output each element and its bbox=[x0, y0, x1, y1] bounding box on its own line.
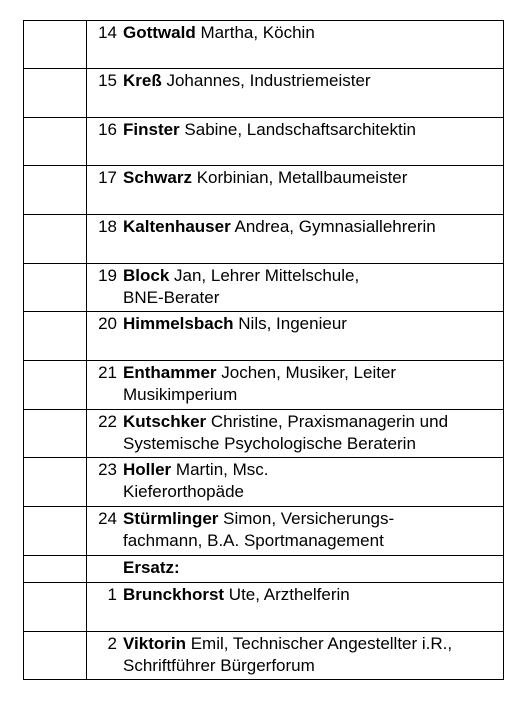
entry-surname: Himmelsbach bbox=[123, 314, 234, 333]
entry-details: Johannes, Industriemeister bbox=[161, 71, 371, 90]
table-row bbox=[24, 632, 504, 680]
entry-text bbox=[117, 167, 503, 189]
table-row bbox=[24, 312, 504, 361]
entry-details: Emil, Technischer Angestellter i.R., bbox=[185, 634, 453, 653]
entry-cell bbox=[87, 361, 504, 410]
entry-number: 20 bbox=[98, 314, 117, 333]
table-row bbox=[24, 215, 504, 264]
table-row-ersatz bbox=[24, 556, 504, 583]
entry-details-line2: BNE-Berater bbox=[123, 288, 220, 307]
entry-cell bbox=[87, 507, 504, 556]
entry-number: 2 bbox=[107, 634, 117, 653]
candidate-table-body bbox=[24, 21, 504, 680]
entry-details-line2: Musikimperium bbox=[123, 385, 238, 404]
entry-details: Jochen, Musiker, Leiter bbox=[216, 363, 397, 382]
candidate-table bbox=[23, 20, 504, 680]
entry-number: 19 bbox=[98, 266, 117, 285]
entry-cell bbox=[87, 583, 504, 632]
entry-number: 17 bbox=[98, 168, 117, 187]
blank-cell bbox=[24, 361, 87, 410]
table-row bbox=[24, 166, 504, 215]
entry-cell bbox=[87, 166, 504, 215]
entry-details-line2: Systemische Psychologische Beraterin bbox=[123, 434, 416, 453]
ersatz-cell bbox=[87, 556, 504, 583]
entry-cell bbox=[87, 21, 504, 69]
table-row bbox=[24, 361, 504, 410]
table-row bbox=[24, 21, 504, 69]
entry-text bbox=[117, 508, 503, 552]
entry-surname: Schwarz bbox=[123, 168, 192, 187]
table-row bbox=[24, 264, 504, 312]
entry-surname: Block bbox=[123, 266, 170, 285]
entry-cell bbox=[87, 632, 504, 680]
blank-cell bbox=[24, 410, 87, 458]
entry-details: Korbinian, Metallbaumeister bbox=[191, 168, 408, 187]
entry-cell bbox=[87, 69, 504, 118]
blank-cell bbox=[24, 166, 87, 215]
blank-cell bbox=[24, 632, 87, 680]
entry-cell bbox=[87, 312, 504, 361]
entry-cell bbox=[87, 215, 504, 264]
blank-cell bbox=[24, 458, 87, 507]
entry-text bbox=[117, 70, 503, 92]
entry-text bbox=[117, 362, 503, 406]
entry-text bbox=[117, 119, 503, 141]
entry-text bbox=[117, 216, 503, 238]
entry-number: 22 bbox=[98, 412, 117, 431]
entry-number: 21 bbox=[98, 363, 117, 382]
blank-cell bbox=[24, 583, 87, 632]
entry-surname: Viktorin bbox=[123, 634, 186, 653]
entry-text bbox=[117, 313, 503, 335]
table-row bbox=[24, 410, 504, 458]
entry-surname: Finster bbox=[123, 120, 180, 139]
entry-number: 23 bbox=[98, 460, 117, 479]
entry-cell bbox=[87, 118, 504, 166]
blank-cell bbox=[24, 312, 87, 361]
blank-cell bbox=[24, 556, 87, 583]
entry-surname: Brunckhorst bbox=[123, 585, 225, 604]
table-row bbox=[24, 507, 504, 556]
entry-surname: Gottwald bbox=[123, 23, 196, 42]
entry-text bbox=[117, 459, 503, 503]
entry-details-line2: Kieferorthopäde bbox=[123, 482, 244, 501]
entry-details: Christine, Praxismanagerin und bbox=[206, 412, 449, 431]
entry-number: 15 bbox=[98, 71, 117, 90]
entry-surname: Kutschker bbox=[123, 412, 207, 431]
entry-text bbox=[117, 265, 503, 309]
entry-surname: Kaltenhauser bbox=[123, 217, 231, 236]
entry-details-line2: fachmann, B.A. Sportmanagement bbox=[123, 531, 384, 550]
blank-cell bbox=[24, 118, 87, 166]
entry-cell bbox=[87, 410, 504, 458]
entry-details: Nils, Ingenieur bbox=[233, 314, 347, 333]
entry-surname: Kreß bbox=[123, 71, 162, 90]
ersatz-label: Ersatz: bbox=[123, 558, 180, 577]
entry-text bbox=[117, 584, 503, 606]
blank-cell bbox=[24, 215, 87, 264]
entry-number: 24 bbox=[98, 509, 117, 528]
entry-number: 1 bbox=[107, 585, 117, 604]
blank-cell bbox=[24, 69, 87, 118]
entry-details: Jan, Lehrer Mittelschule, bbox=[169, 266, 360, 285]
entry-details-line2: Schriftführer Bürgerforum bbox=[123, 656, 315, 675]
table-row bbox=[24, 583, 504, 632]
table-row bbox=[24, 458, 504, 507]
entry-cell bbox=[87, 264, 504, 312]
blank-cell bbox=[24, 21, 87, 69]
entry-text bbox=[117, 633, 503, 677]
table-row bbox=[24, 118, 504, 166]
entry-text bbox=[117, 22, 503, 44]
entry-text bbox=[117, 411, 503, 455]
entry-details: Ute, Arzthelferin bbox=[224, 585, 350, 604]
entry-number: 16 bbox=[98, 120, 117, 139]
entry-details: Simon, Versicherungs- bbox=[218, 509, 395, 528]
entry-cell bbox=[87, 458, 504, 507]
entry-surname: Stürmlinger bbox=[123, 509, 219, 528]
entry-number: 18 bbox=[98, 217, 117, 236]
blank-cell bbox=[24, 507, 87, 556]
entry-details: Martin, Msc. bbox=[171, 460, 269, 479]
table-row bbox=[24, 69, 504, 118]
entry-number: 14 bbox=[98, 23, 117, 42]
entry-surname: Holler bbox=[123, 460, 172, 479]
blank-cell bbox=[24, 264, 87, 312]
entry-details: Andrea, Gymnasiallehrerin bbox=[230, 217, 436, 236]
entry-details: Martha, Köchin bbox=[195, 23, 315, 42]
entry-surname: Enthammer bbox=[123, 363, 217, 382]
entry-details: Sabine, Landschaftsarchitektin bbox=[179, 120, 416, 139]
